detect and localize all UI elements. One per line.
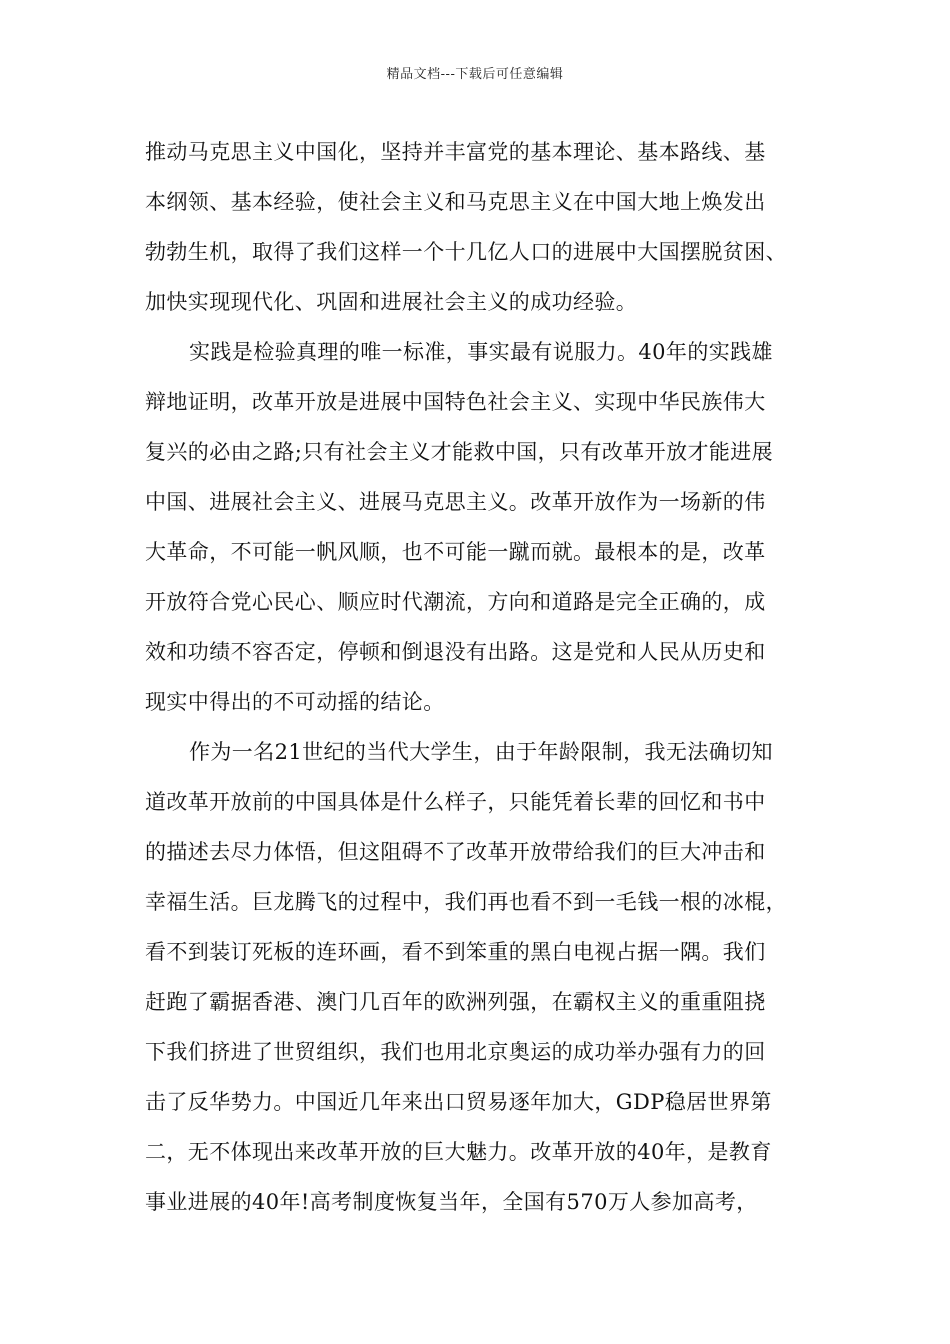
text-line: 辩地证明，改革开放是进展中国特色社会主义、实现中华民族伟大 [145,390,766,414]
document-body [145,127,817,1227]
paragraph-1 [145,127,817,327]
text-line: 下我们挤进了世贸组织，我们也用北京奥运的成功举办强有力的回 [145,1040,766,1064]
text-line: 作为一名21世纪的当代大学生，由于年龄限制，我无法确切知 [189,740,773,764]
text-line: 加快实现现代化、巩固和进展社会主义的成功经验。 [145,290,638,314]
text-line: 的描述去尽力体悟，但这阻碍不了改革开放带给我们的巨大冲击和 [145,840,766,864]
paragraph-3 [145,727,817,1227]
text-line: 勃勃生机，取得了我们这样一个十几亿人口的进展中大国摆脱贫困、 [145,240,787,264]
text-line: 推动马克思主义中国化，坚持并丰富党的基本理论、基本路线、基 [145,140,766,164]
text-line: 中国、进展社会主义、进展马克思主义。改革开放作为一场新的伟 [145,490,766,514]
text-line: 本纲领、基本经验，使社会主义和马克思主义在中国大地上焕发出 [145,190,766,214]
text-line: 大革命，不可能一帆风顺，也不可能一蹴而就。最根本的是，改革 [145,540,766,564]
text-line: 幸福生活。巨龙腾飞的过程中，我们再也看不到一毛钱一根的冰棍， [145,890,787,914]
text-line: 看不到装订死板的连环画，看不到笨重的黑白电视占据一隅。我们 [145,940,766,964]
text-line: 效和功绩不容否定，停顿和倒退没有出路。这是党和人民从历史和 [145,640,766,664]
paragraph-2 [145,327,817,727]
text-line: 二，无不体现出来改革开放的巨大魅力。改革开放的40年，是教育 [145,1140,772,1164]
text-line: 赶跑了霸据香港、澳门几百年的欧洲列强，在霸权主义的重重阻挠 [145,990,766,1014]
text-line: 复兴的必由之路;只有社会主义才能救中国，只有改革开放才能进展 [145,440,774,464]
text-line: 击了反华势力。中国近几年来出口贸易逐年加大，GDP稳居世界第 [145,1090,772,1114]
text-line: 事业进展的40年!高考制度恢复当年，全国有570万人参加高考， [145,1190,758,1214]
text-line: 实践是检验真理的唯一标准，事实最有说服力。40年的实践雄 [189,340,773,364]
page-header: 精品文档---下载后可任意编辑 [386,67,564,82]
text-line: 现实中得出的不可动摇的结论。 [145,690,445,714]
text-line: 道改革开放前的中国具体是什么样子，只能凭着长辈的回忆和书中 [145,790,766,814]
text-line: 开放符合党心民心、顺应时代潮流，方向和道路是完全正确的，成 [145,590,766,614]
